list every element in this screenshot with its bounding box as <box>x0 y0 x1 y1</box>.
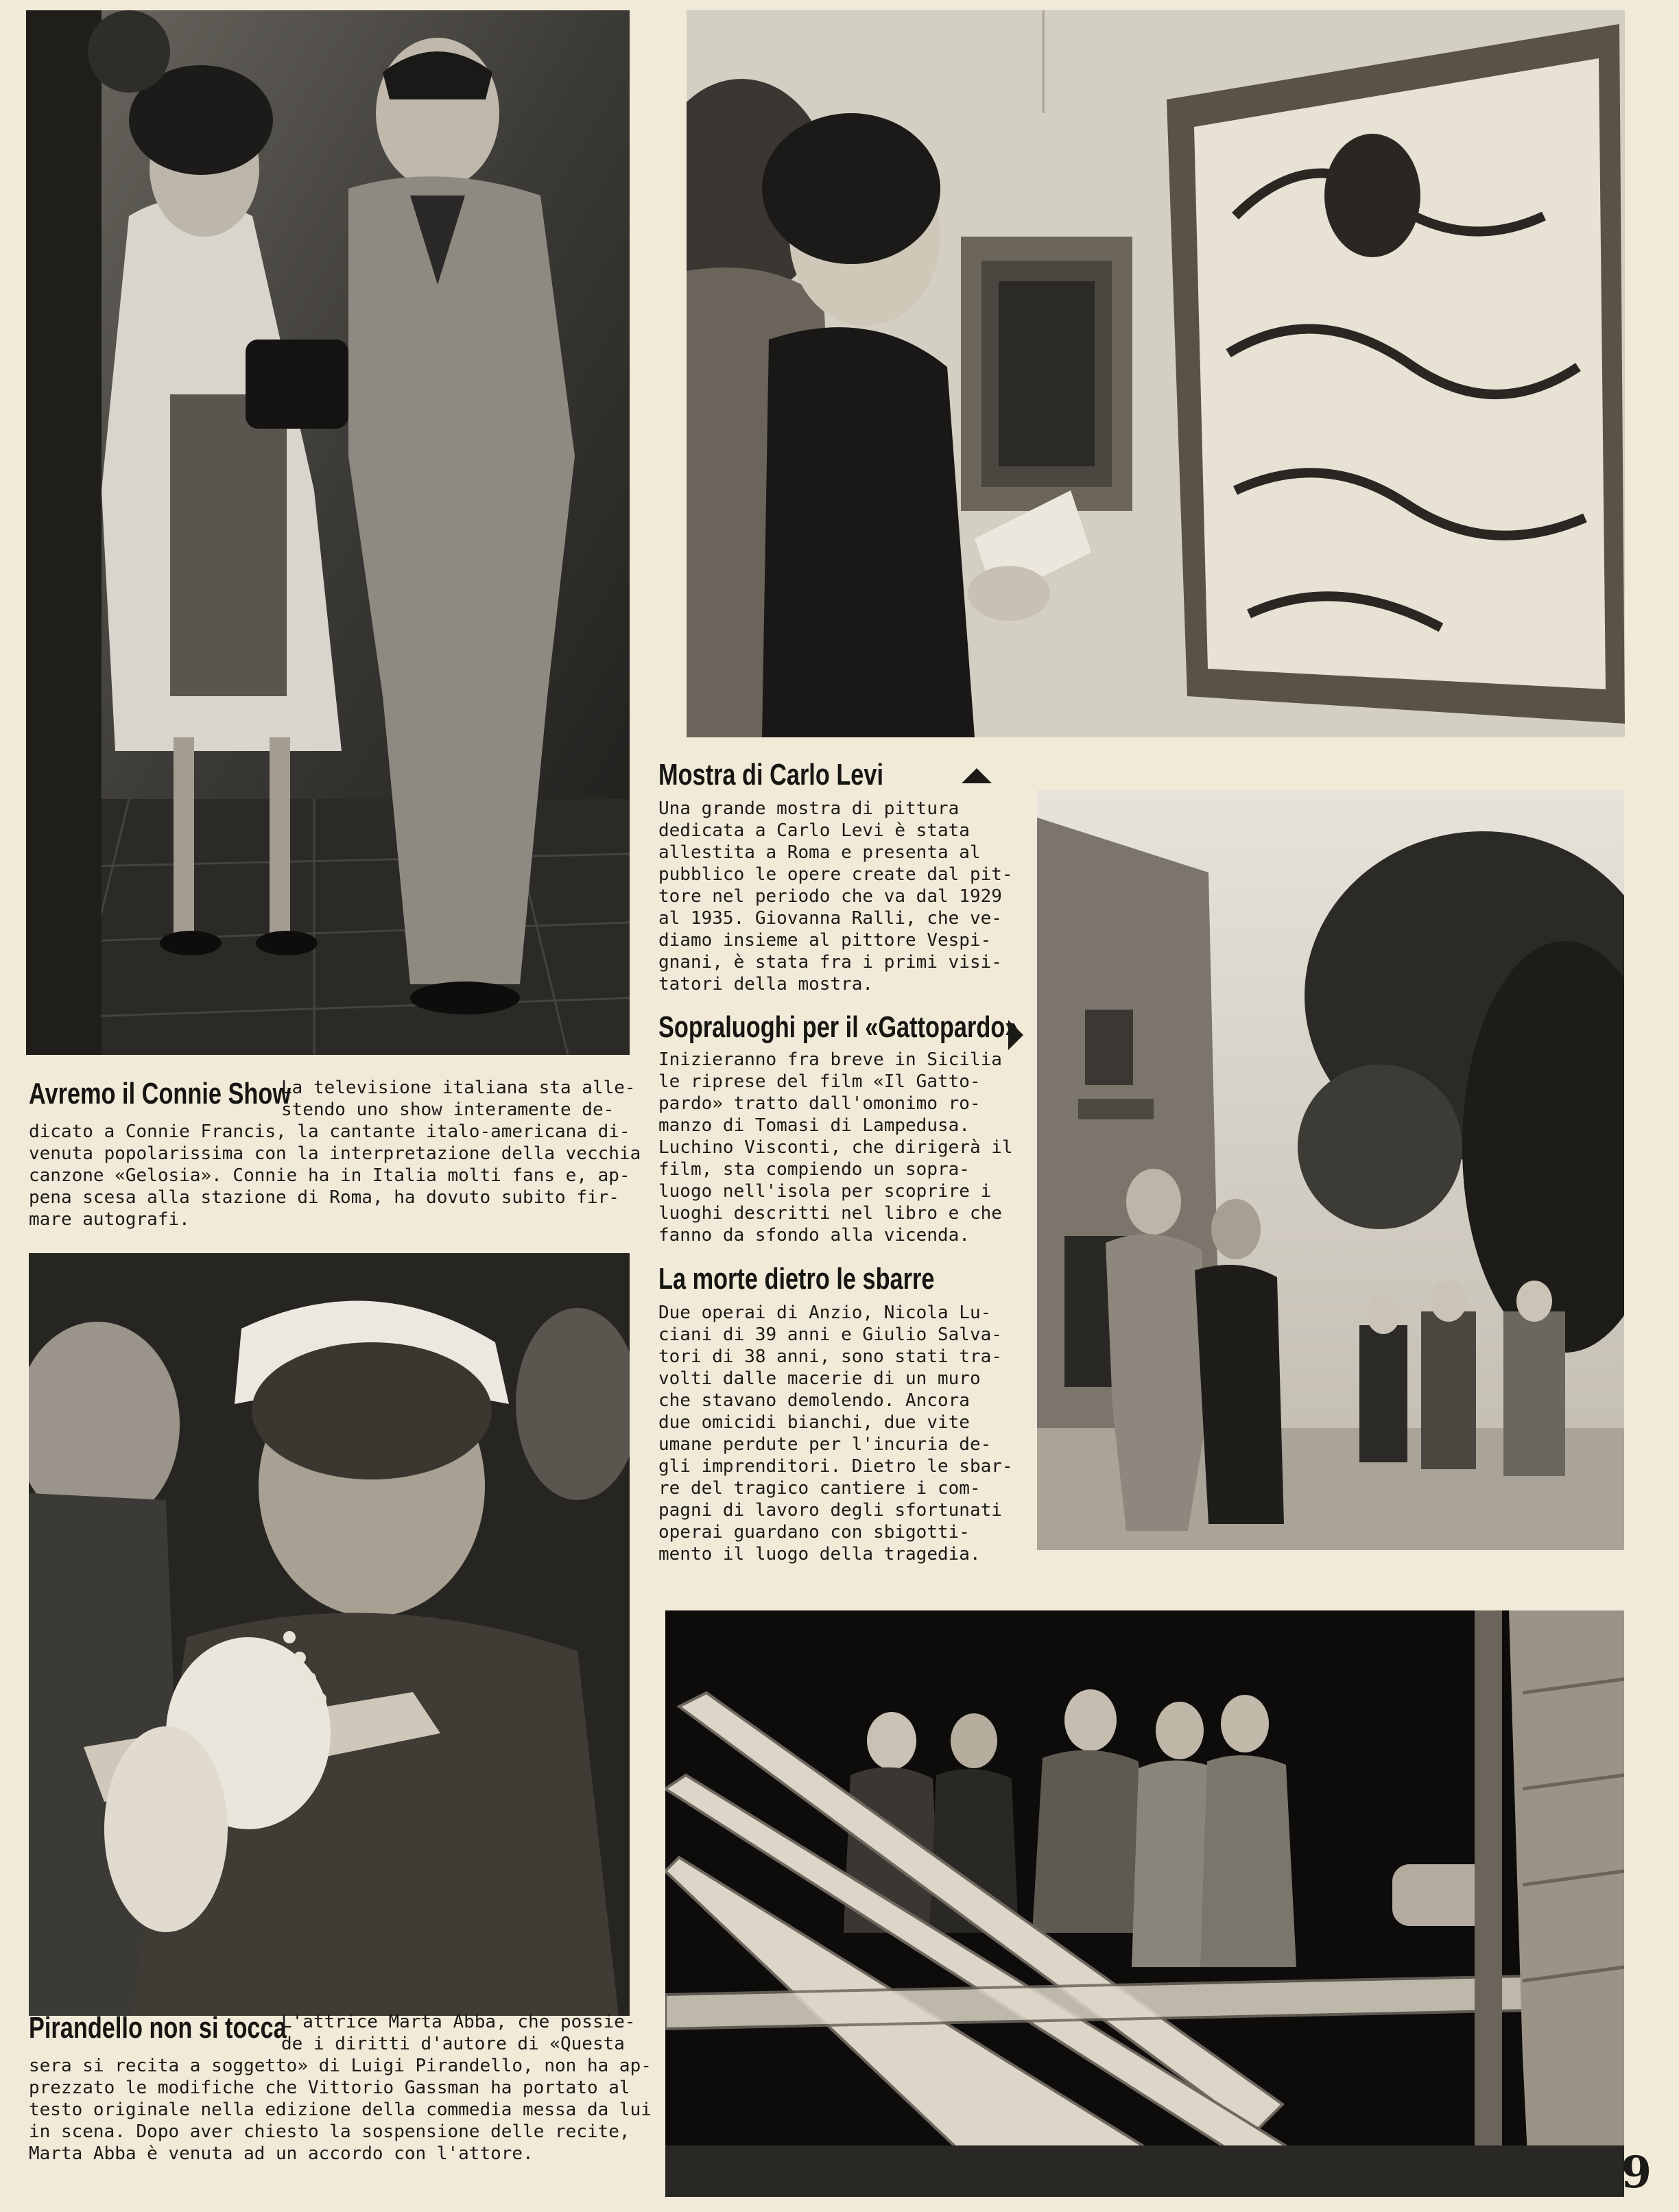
page-number: 9 <box>1621 2147 1652 2198</box>
photo-anzio-construction-site <box>665 1610 1624 2197</box>
gattopardo-body: Inizieranno fra breve in Sicilia le riprese del film «Il Gatto- pardo» tratto dall'omonimo ro- manzo di Tomasi di Lampedusa. Luchino Visconti, che dirigerà il film, sta compiendo un sopra- luogo nell'isola per scoprire i luoghi descritti nel libro e che fanno da sfondo alla vicenda. <box>658 1049 1013 1246</box>
carlo-levi-body: Una grande mostra di pittura dedicata a Carlo Levi è stata allestita a Roma e presenta al pubblico le opere create dal pit- tore nel periodo che va dal 1929 al 1935. Giovanna Ralli, che ve- diamo insieme al pittore Vespi- gnani, è stata fra i primi visi- tatori della mostra. <box>658 798 1013 995</box>
connie-show-headline: Avremo il Connie Show <box>29 1077 291 1110</box>
sbarre-body: Due operai di Anzio, Nicola Lu- ciani di 39 anni e Giulio Salva- tori di 38 anni, sono stati tra- volti dalle macerie di un muro che stavano demolendo. Ancora due omicidi bianchi, due vite umane perdute per l'incuria de- gli imprenditori. Dietro le sbar- re del tragico cantiere i com- pagni di lavoro degli sfortunati operai guardano con sbigotti- mento il luogo della tragedia. <box>658 1303 1013 1565</box>
gattopardo-headline: Sopraluoghi per il «Gattopardo» <box>658 1010 1019 1044</box>
triangle-up-icon <box>962 768 992 783</box>
sbarre-headline: La morte dietro le sbarre <box>658 1262 935 1296</box>
carlo-levi-headline: Mostra di Carlo Levi <box>658 758 884 792</box>
connie-show-body: dicato a Connie Francis, la cantante italo-americana di- venuta popolarissima con la interpretazione della vecchia canzone «Gelosia». Connie ha in Italia molti fans e, ap- pena scesa alla stazione di Roma, ha dovuto subito fir- mare autografi. <box>29 1121 641 1230</box>
connie-show-lead: La televisione italiana sta alle- stendo uno show interamente de- <box>281 1078 636 1120</box>
triangle-right-icon <box>1008 1020 1023 1050</box>
photo-carlo-levi-exhibition <box>687 10 1625 737</box>
photo-marta-abba <box>29 1253 630 2016</box>
pirandello-body: sera si recita a soggetto» di Luigi Pirandello, non ha ap- prezzato le modifiche che Vittorio Gassman ha portato al testo originale nella edizione della commedia messa da lui in scena. Dopo aver chiesto la sospensione delle recite, Marta Abba è venuta ad un accordo con l'attore. <box>29 2056 652 2164</box>
photo-connie-francis <box>26 10 630 1055</box>
pirandello-lead: L'attrice Marta Abba, che possie- de i diritti d'autore di «Questa <box>281 2012 636 2054</box>
photo-gattopardo-scouting <box>1037 790 1624 1550</box>
pirandello-headline: Pirandello non si tocca <box>29 2011 287 2045</box>
